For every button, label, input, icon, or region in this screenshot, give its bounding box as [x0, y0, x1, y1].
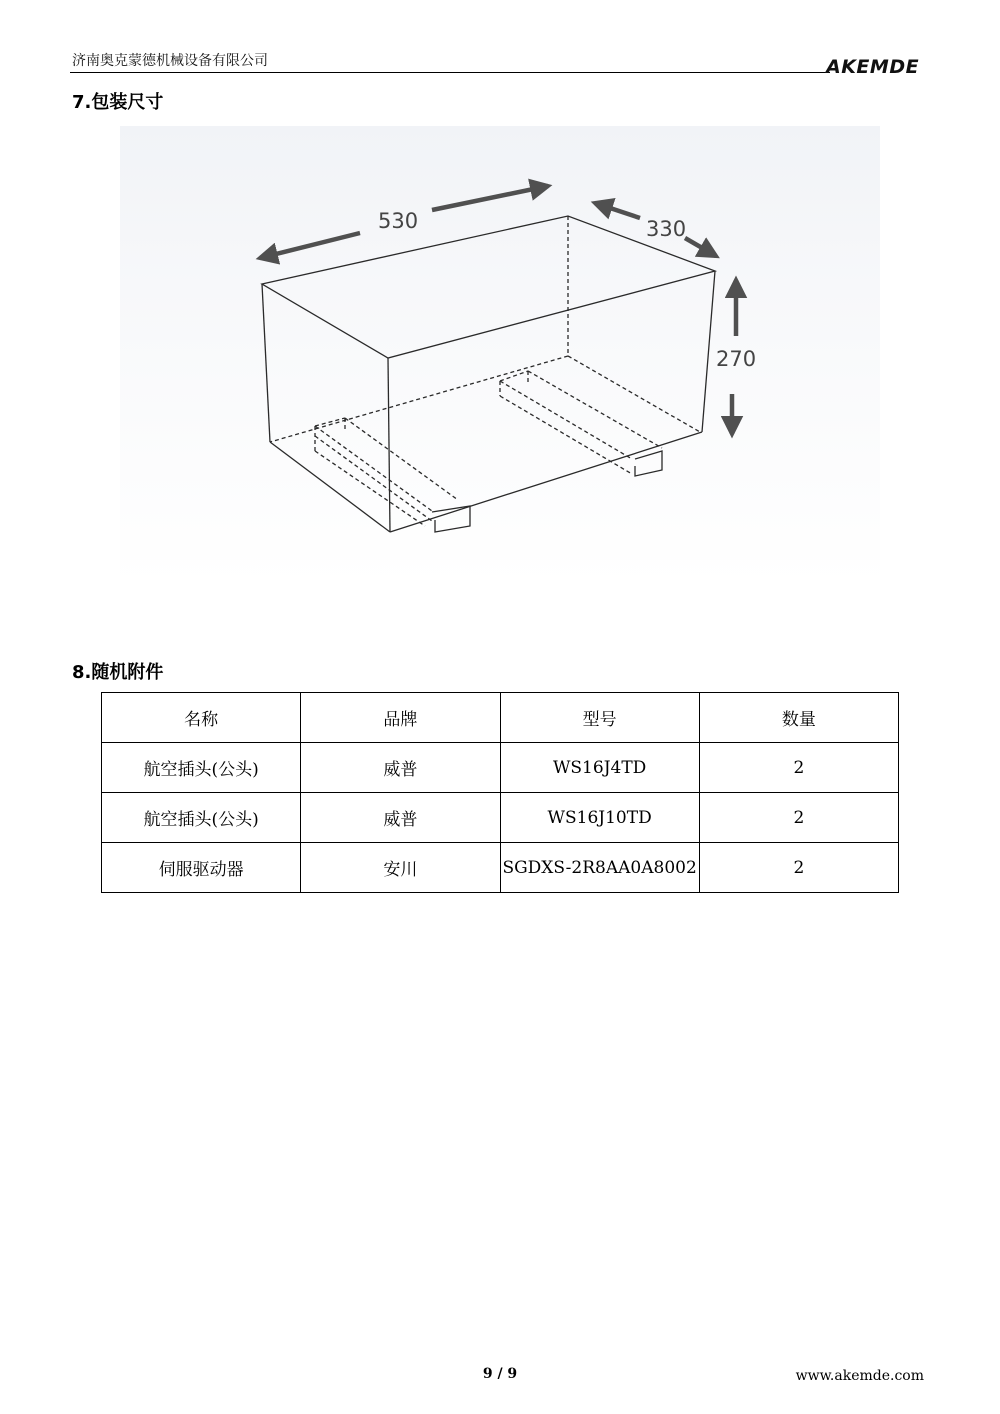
- section-title-accessories: 8.随机附件: [72, 662, 164, 683]
- packaging-box-diagram: [120, 126, 880, 586]
- cell-brand: 威普: [301, 743, 500, 793]
- header-cell-quantity: 数量: [699, 693, 898, 743]
- cell-name: 航空插头(公头): [102, 743, 301, 793]
- table-row: [102, 843, 899, 893]
- cell-brand: 安川: [301, 843, 500, 893]
- website-link[interactable]: www.akemde.com: [795, 1368, 924, 1384]
- header-divider: [70, 72, 830, 73]
- cell-model: WS16J4TD: [500, 743, 699, 793]
- cell-name: 伺服驱动器: [102, 843, 301, 893]
- header-cell-model: 型号: [500, 693, 699, 743]
- cell-brand: 威普: [301, 793, 500, 843]
- table-header-row: [102, 693, 899, 743]
- cell-quantity: 2: [699, 843, 898, 893]
- page-number: 9 / 9: [482, 1366, 518, 1382]
- brand-logo: AKEMDE: [826, 56, 920, 78]
- header-cell-name: 名称: [102, 693, 301, 743]
- width-label: 330: [646, 217, 687, 241]
- cell-quantity: 2: [699, 743, 898, 793]
- table-row: [102, 743, 899, 793]
- cell-model: SGDXS-2R8AA0A8002: [500, 843, 699, 893]
- cell-model: WS16J10TD: [500, 793, 699, 843]
- table-row: [102, 793, 899, 843]
- accessories-table: [101, 692, 899, 893]
- cell-name: 航空插头(公头): [102, 793, 301, 843]
- header-cell-brand: 品牌: [301, 693, 500, 743]
- section-title-packaging: 7.包装尺寸: [72, 92, 164, 113]
- length-label: 530: [378, 209, 419, 233]
- cell-quantity: 2: [699, 793, 898, 843]
- height-label: 270: [716, 347, 757, 371]
- company-name: 济南奥克蒙德机械设备有限公司: [72, 53, 268, 69]
